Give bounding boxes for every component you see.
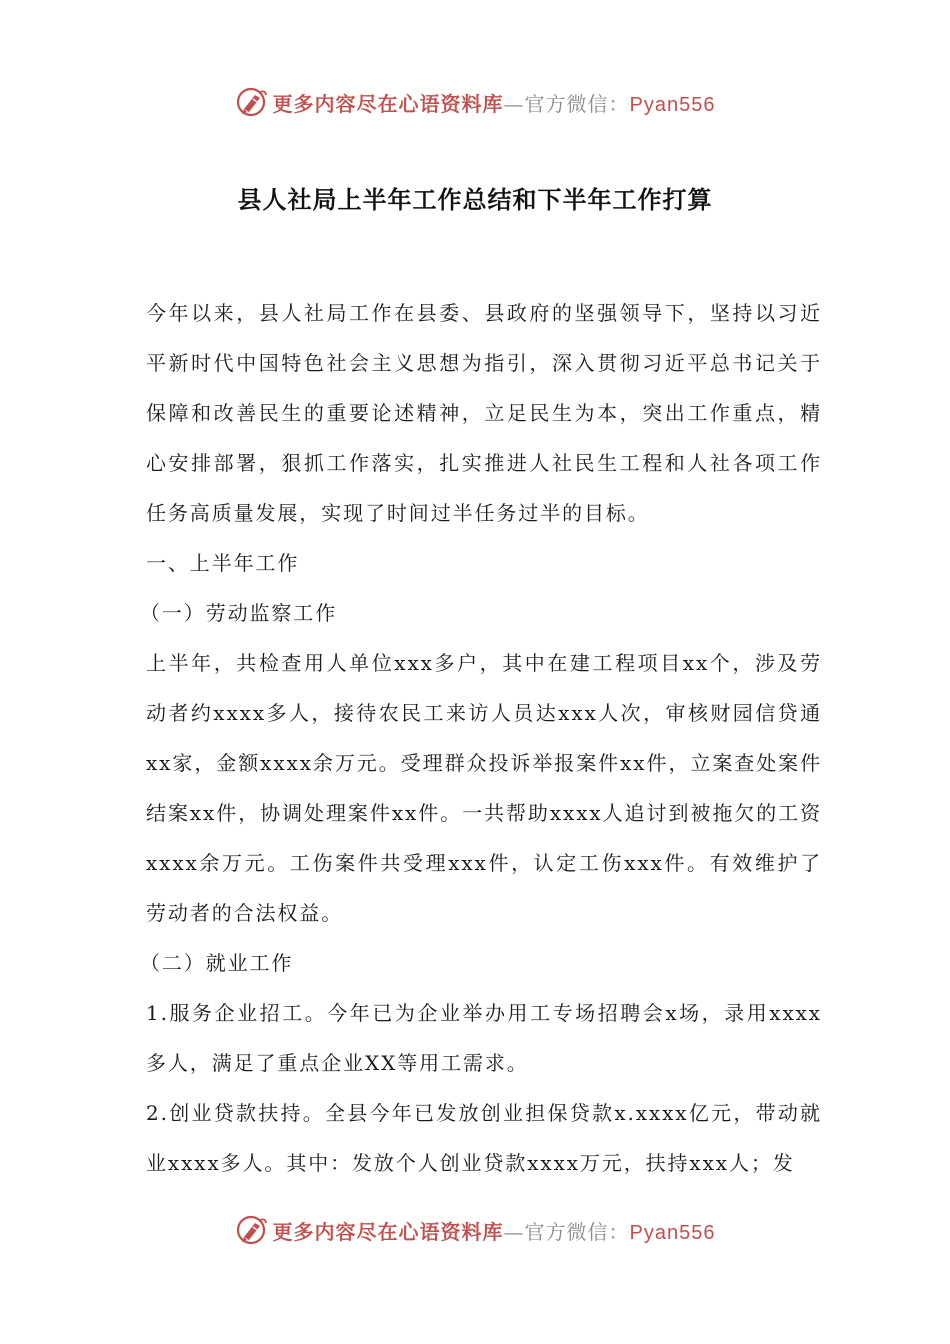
watermark-text — [273, 88, 716, 117]
pen-nib-logo-icon — [235, 1213, 269, 1247]
watermark-library-name: 更多内容尽在心语资料库 — [272, 1219, 504, 1244]
watermark-wechat-label: —官方微信： — [503, 1219, 630, 1244]
header-watermark-banner — [0, 80, 950, 124]
subsection-heading-employment: （二）就业工作 — [140, 951, 294, 975]
subsection-heading-labor-inspection: （一）劳动监察工作 — [140, 601, 338, 625]
watermark-library-name: 更多内容尽在心语资料库 — [272, 91, 504, 116]
labor-inspection-paragraph: 上半年，共检查用人单位xxx多户，其中在建工程项目xx个，涉及劳动者约xxxx多人，接待农民工来访人员达xxx人次，审核财园信贷通xx家，金额xxxx余万元。受理群众投诉举报案件xx件，立案查处案件结案xx件，协调处理案件xx件。一共帮助xxxx人追讨到被拖欠的工资xxxx余万元。工伤案件共受理xxx件，认定工伤xxx件。有效维护了劳动者的合法权益。 — [146, 651, 822, 925]
document-body — [140, 288, 822, 1188]
watermark-wechat-id: Pyan556 — [629, 93, 716, 116]
employment-item-startup-loans: 2.创业贷款扶持。全县今年已发放创业担保贷款x.xxxx亿元，带动就业xxxx多人。其中：发放个人创业贷款xxxx万元，扶持xxx人；发 — [146, 1101, 822, 1175]
watermark-wechat-label: —官方微信： — [503, 91, 630, 116]
section-heading-first-half: 一、上半年工作 — [146, 551, 300, 575]
watermark-text — [273, 1216, 716, 1245]
footer-watermark-banner — [0, 1208, 950, 1252]
watermark-wechat-id: Pyan556 — [629, 1221, 716, 1244]
intro-paragraph: 今年以来，县人社局工作在县委、县政府的坚强领导下，坚持以习近平新时代中国特色社会主义思想为指引，深入贯彻习近平总书记关于保障和改善民生的重要论述精神，立足民生为本，突出工作重点，精心安排部署，狠抓工作落实，扎实推进人社民生工程和人社各项工作任务高质量发展，实现了时间过半任务过半的目标。 — [146, 301, 822, 525]
pen-nib-logo-icon — [235, 85, 269, 119]
document-title: 县人社局上半年工作总结和下半年工作打算 — [237, 186, 713, 214]
employment-item-recruitment: 1.服务企业招工。今年已为企业举办用工专场招聘会x场，录用xxxx多人，满足了重点企业XX等用工需求。 — [146, 1001, 822, 1075]
